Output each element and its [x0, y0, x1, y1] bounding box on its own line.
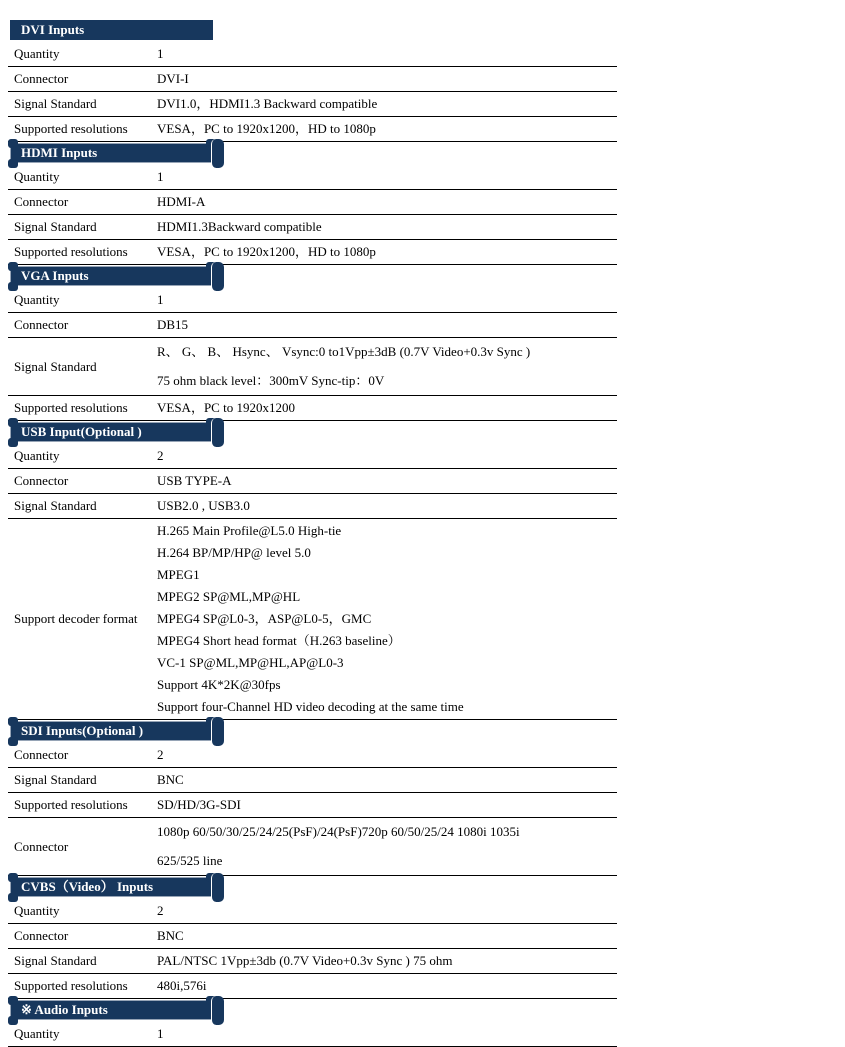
row-value — [157, 288, 617, 312]
ribbon-ornament — [8, 438, 18, 447]
value-line: 1 — [157, 46, 164, 61]
ribbon-ornament — [8, 737, 18, 746]
ribbon-ornament — [8, 996, 18, 1005]
row-value — [157, 190, 617, 214]
ribbon-scroll-cap — [211, 996, 224, 1025]
row-value — [157, 1022, 617, 1046]
value-line: 75 ohm black level：300mV Sync-tip：0V — [157, 373, 385, 388]
spec-section — [8, 422, 617, 720]
row-value — [157, 444, 617, 468]
value-line: PAL/NTSC 1Vpp±3db (0.7V Video+0.3v Sync ) 75 ohm — [157, 953, 453, 968]
table-row — [8, 92, 617, 117]
value-line: USB2.0 , USB3.0 — [157, 498, 250, 513]
value-line: BNC — [157, 928, 184, 943]
value-line: MPEG2 SP@ML,MP@HL — [157, 589, 301, 604]
value-line: VESA，PC to 1920x1200，HD to 1080p — [157, 121, 376, 136]
section-header — [10, 1000, 213, 1020]
row-label: Signal Standard — [14, 953, 97, 968]
section-header — [10, 721, 213, 741]
section-header — [10, 422, 213, 442]
table-row — [8, 743, 617, 768]
row-label: Connector — [14, 928, 69, 943]
table-row — [8, 768, 617, 793]
spec-table — [8, 20, 617, 1047]
value-line: DVI-I — [157, 71, 189, 86]
value-line: VESA，PC to 1920x1200，HD to 1080p — [157, 244, 376, 259]
value-line: 1080p 60/50/30/25/24/25(PsF)/24(PsF)720p 60/50/25/24 1080i 1035i — [157, 824, 520, 839]
section-title: USB Input(Optional ) — [21, 424, 142, 439]
value-line: VESA，PC to 1920x1200 — [157, 400, 295, 415]
row-value — [157, 519, 617, 719]
table-row — [8, 519, 617, 720]
value-line: DB15 — [157, 317, 189, 332]
value-line: BNC — [157, 772, 184, 787]
value-line: 2 — [157, 903, 164, 918]
section-header — [10, 266, 213, 286]
ribbon-ornament — [8, 1016, 18, 1025]
value-line: 480i,576i — [157, 978, 207, 993]
table-row — [8, 215, 617, 240]
section-rows — [8, 288, 617, 421]
spec-section — [8, 877, 617, 999]
spec-section — [8, 721, 617, 876]
table-row — [8, 190, 617, 215]
row-label: Signal Standard — [14, 498, 97, 513]
section-rows — [8, 444, 617, 720]
value-line: HDMI1.3Backward compatible — [157, 219, 322, 234]
table-row — [8, 117, 617, 142]
row-value — [157, 743, 617, 767]
value-line: H.265 Main Profile@L5.0 High-tie — [157, 523, 342, 538]
value-line: H.264 BP/MP/HP@ level 5.0 — [157, 545, 311, 560]
table-row — [8, 1022, 617, 1047]
row-value — [157, 396, 617, 420]
ribbon-ornament — [8, 873, 18, 882]
row-value — [157, 818, 617, 875]
ribbon-scroll-cap — [211, 262, 224, 291]
value-line: 2 — [157, 747, 164, 762]
row-label: Support decoder format — [14, 611, 138, 626]
row-value — [157, 240, 617, 264]
ribbon-scroll-cap — [211, 139, 224, 168]
section-header — [10, 143, 213, 163]
row-label: Signal Standard — [14, 219, 97, 234]
ribbon-ornament — [8, 282, 18, 291]
row-label: Quantity — [14, 169, 60, 184]
row-label: Connector — [14, 838, 69, 854]
section-title: HDMI Inputs — [21, 145, 98, 160]
table-row — [8, 313, 617, 338]
value-line: MPEG1 — [157, 567, 200, 582]
section-rows — [8, 1022, 617, 1047]
section-title: SDI Inputs(Optional ) — [21, 723, 144, 738]
value-line: Support 4K*2K@30fps — [157, 677, 281, 692]
value-line: SD/HD/3G-SDI — [157, 797, 241, 812]
ribbon-ornament — [8, 262, 18, 271]
row-label: Connector — [14, 317, 69, 332]
value-line: VC-1 SP@ML,MP@HL,AP@L0-3 — [157, 655, 344, 670]
row-label: Signal Standard — [14, 772, 97, 787]
row-label: Supported resolutions — [14, 978, 128, 993]
ribbon-ornament — [8, 418, 18, 427]
value-line: 1 — [157, 292, 164, 307]
spec-section — [8, 20, 617, 142]
row-value — [157, 469, 617, 493]
ribbon-scroll-cap — [211, 873, 224, 902]
row-label: Signal Standard — [14, 96, 97, 111]
table-row — [8, 974, 617, 999]
value-line: HDMI-A — [157, 194, 206, 209]
section-title: DVI Inputs — [21, 22, 85, 37]
row-label: Signal Standard — [14, 358, 97, 374]
table-row — [8, 469, 617, 494]
section-header — [10, 877, 213, 897]
row-value — [157, 42, 617, 66]
section-header — [10, 20, 213, 40]
row-label: Quantity — [14, 292, 60, 307]
spec-section — [8, 143, 617, 265]
row-value — [157, 92, 617, 116]
table-row — [8, 793, 617, 818]
section-rows — [8, 165, 617, 265]
ribbon-ornament — [8, 717, 18, 726]
row-value — [157, 117, 617, 141]
row-label: Connector — [14, 473, 69, 488]
value-line: MPEG4 SP@L0-3，ASP@L0-5，GMC — [157, 611, 372, 626]
row-value — [157, 768, 617, 792]
row-value — [157, 67, 617, 91]
table-row — [8, 899, 617, 924]
table-row — [8, 240, 617, 265]
table-row — [8, 288, 617, 313]
value-line: Support four-Channel HD video decoding at the same time — [157, 699, 464, 714]
row-value — [157, 215, 617, 239]
row-value — [157, 165, 617, 189]
row-value — [157, 313, 617, 337]
value-line: 625/525 line — [157, 853, 223, 868]
value-line: DVI1.0，HDMI1.3 Backward compatible — [157, 96, 378, 111]
section-rows — [8, 42, 617, 142]
row-label: Quantity — [14, 1026, 60, 1041]
value-line: 1 — [157, 169, 164, 184]
row-value — [157, 793, 617, 817]
spec-document-page — [0, 20, 845, 1041]
row-value — [157, 338, 617, 395]
spec-section — [8, 266, 617, 421]
ribbon-ornament — [8, 139, 18, 148]
table-row — [8, 444, 617, 469]
table-row — [8, 494, 617, 519]
table-row — [8, 42, 617, 67]
ribbon-ornament — [8, 159, 18, 168]
row-label: Connector — [14, 194, 69, 209]
row-label: Connector — [14, 71, 69, 86]
row-label: Supported resolutions — [14, 797, 128, 812]
row-value — [157, 949, 617, 973]
spec-section — [8, 1000, 617, 1047]
row-value — [157, 494, 617, 518]
value-line: R、 G、 B、 Hsync、 Vsync:0 to1Vpp±3dB (0.7V Video+0.3v Sync ) — [157, 344, 531, 359]
table-row — [8, 338, 617, 396]
section-title: ※ Audio Inputs — [21, 1002, 108, 1017]
value-line: MPEG4 Short head format（H.263 baseline） — [157, 633, 401, 648]
table-row — [8, 396, 617, 421]
section-rows — [8, 899, 617, 999]
row-label: Quantity — [14, 903, 60, 918]
row-value — [157, 899, 617, 923]
ribbon-scroll-cap — [211, 418, 224, 447]
ribbon-scroll-cap — [211, 717, 224, 746]
row-label: Connector — [14, 747, 69, 762]
row-value — [157, 924, 617, 948]
section-title: CVBS（Video） Inputs — [21, 879, 154, 894]
section-rows — [8, 743, 617, 876]
row-label: Supported resolutions — [14, 244, 128, 259]
table-row — [8, 165, 617, 190]
value-line: 2 — [157, 448, 164, 463]
row-label: Quantity — [14, 46, 60, 61]
value-line: USB TYPE-A — [157, 473, 232, 488]
row-label: Supported resolutions — [14, 121, 128, 136]
table-row — [8, 949, 617, 974]
section-title: VGA Inputs — [21, 268, 89, 283]
row-label: Supported resolutions — [14, 400, 128, 415]
value-line: 1 — [157, 1026, 164, 1041]
row-value — [157, 974, 617, 998]
row-label: Quantity — [14, 448, 60, 463]
table-row — [8, 818, 617, 876]
ribbon-ornament — [8, 893, 18, 902]
table-row — [8, 924, 617, 949]
table-row — [8, 67, 617, 92]
